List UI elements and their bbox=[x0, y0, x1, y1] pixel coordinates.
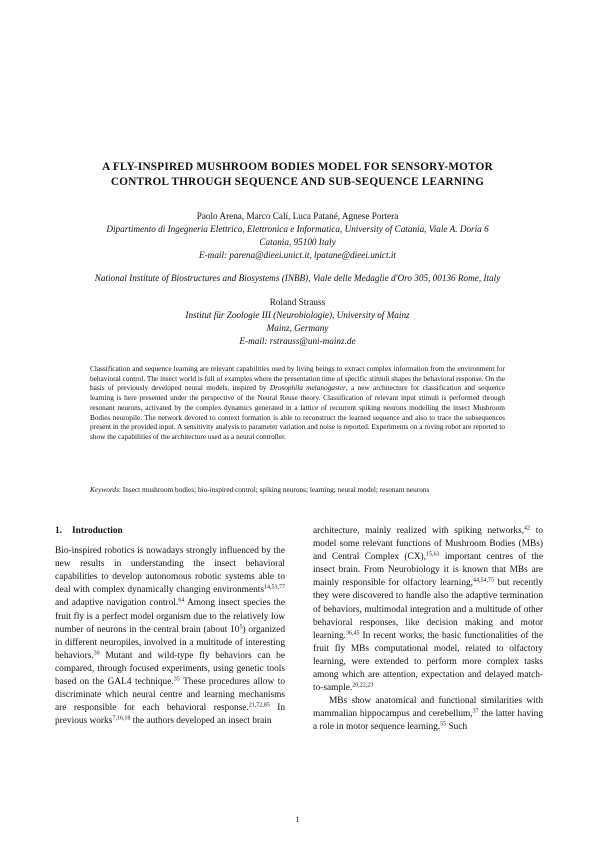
section-heading bbox=[55, 525, 285, 538]
text-run: These procedures allow to discriminate which neural centre and learning mechanisms are responsible for each behavioral response. bbox=[55, 677, 285, 714]
affiliation-3-email: E-mail: rstrauss@uni-mainz.de bbox=[239, 336, 356, 346]
citation: 36,45 bbox=[345, 630, 360, 637]
text-run: important centres of the insect brain. From Neurobiology it is known that MBs are mainly responsible for olfactory learning, bbox=[313, 552, 543, 589]
authors-1: Paolo Arena, Marco Calí, Luca Patané, Agnese Portera bbox=[196, 211, 399, 221]
author-block-1 bbox=[40, 210, 555, 262]
text-run: the latter having a role in motor sequence learning. bbox=[313, 709, 543, 733]
page-number: 1 bbox=[295, 815, 300, 824]
title-line-2: CONTROL THROUGH SEQUENCE AND SUB-SEQUENCE LEARNING bbox=[110, 176, 485, 188]
affiliation-3-line-2: Mainz, Germany bbox=[266, 323, 329, 333]
citation: 35 bbox=[173, 676, 180, 683]
section-title: Introduction bbox=[72, 526, 123, 536]
intro-paragraph-2 bbox=[313, 695, 543, 734]
author-block-2 bbox=[40, 296, 555, 348]
citation: 37 bbox=[472, 708, 479, 715]
affiliation-1-line-2: Catania, 95100 Italy bbox=[259, 237, 336, 247]
citation: 7,16,18 bbox=[112, 715, 131, 722]
paper-title bbox=[40, 160, 555, 190]
citation: 44,54,75 bbox=[473, 577, 494, 584]
authors-2: Roland Strauss bbox=[269, 297, 326, 307]
citation: 14,53,77 bbox=[264, 584, 285, 591]
citation: 64 bbox=[178, 597, 185, 604]
text-run: Bio-inspired robotics is nowadays strongly influenced by the new results in understanding the insect behavioral capabilities to develop autonomous robotic systems able to deal with complex dynamically changing environments bbox=[55, 546, 285, 596]
abstract bbox=[90, 364, 505, 442]
text-run: to model some relevant functions of Mushroom Bodies (MBs) and Central Complex (CX), bbox=[313, 526, 543, 563]
citation: 42 bbox=[524, 525, 531, 532]
citation: 15,63 bbox=[425, 551, 440, 558]
affiliation-3-line-1: Institut für Zoologie III (Neurobiologie), University of Mainz bbox=[185, 310, 410, 320]
affiliation-1-line-1: Dipartimento di Ingegneria Elettrica, Elettronica e Informatica, University of Catania, Viale A. Doria 6 bbox=[106, 224, 489, 234]
abstract-part-2: , a new architecture for classification and sequence learning is here presented under the perspective of the Neural Reuse theory. Classification of relevant input stimuli is performed through resonant neurons, activated by the complex dynamics generated in a lattice of recurrent spiking neurons modelling the insect Mushroom Bodies neuropile. The network devoted to context formation is able to reconstruct the learned sequence and also to trace the subsequences present in the provided input. A sensitivity analysis to parameter variation and noise is reported. Experiments on a roving robot are reported to show the capabilities of the architecture used as a neural controller. bbox=[90, 383, 506, 441]
text-run: Such bbox=[446, 722, 468, 733]
text-run: Mutant and wild-type fly behaviors can be compared, through focused experiments, using genetic tools based on the GAL4 technique. bbox=[55, 650, 285, 688]
citation: 20,22,23 bbox=[352, 682, 374, 689]
text-run: In previous works bbox=[55, 703, 285, 727]
citation: 55 bbox=[440, 721, 447, 728]
text-run: but recently they were discovered to handle also the adaptive termination of behaviors, multimodal integration and a multitude of other behavioral responses, like decision making and motor learning. bbox=[313, 578, 543, 641]
citation: 21,72,85 bbox=[248, 702, 270, 709]
right-column bbox=[313, 525, 543, 735]
text-run: Among insect species the fruit fly is a perfect model organism due to the relatively low number of neurons in the central brain (about 10 bbox=[55, 598, 285, 635]
text-run: the authors developed an insect brain bbox=[130, 716, 272, 727]
title-line-1: A FLY-INSPIRED MUSHROOM BODIES MODEL FOR SENSORY-MOTOR bbox=[102, 161, 493, 173]
text-run: ) organized in different neuropiles, involved in a multitude of interesting behaviors. bbox=[55, 624, 286, 661]
keywords-text: : Insect mushroom bodies; bio-inspired control; spiking neurons; learning; neural model; resonant neurons bbox=[118, 485, 430, 494]
affiliation-2 bbox=[40, 272, 555, 285]
intro-paragraph-1-cont bbox=[313, 525, 543, 695]
keywords-label: Keywords bbox=[90, 485, 119, 494]
text-run: architecture, mainly realized with spiking networks, bbox=[313, 526, 525, 536]
section-number: 1. bbox=[55, 526, 63, 536]
text-run: MBs show anatomical and functional similarities with mammalian hippocampus and cerebellum, bbox=[313, 696, 543, 720]
affiliation-2-text: National Institute of Biostructures and Biosystems (INBB), Viale delle Medaglie d'Oro 305, 00136 Rome, Italy bbox=[94, 273, 501, 283]
abstract-species: Drosophila melanogaster bbox=[269, 383, 346, 393]
intro-paragraph-1 bbox=[55, 545, 285, 728]
exponent: 5 bbox=[239, 624, 243, 631]
abstract-part-1: Classification and sequence learning are relevant capabilities used by living beings to extract complex information from the environment for behavioral control. The insect world is full of examples where the presentation time of specific stimuli shapes the behavioral response. On the basis of previously developed neural models, inspired by bbox=[90, 364, 505, 393]
text-run: and adaptive navigation control. bbox=[55, 598, 179, 609]
citation: 30 bbox=[93, 650, 100, 657]
text-run: In recent works, the basic functionalities of the fruit fly MBs computational model, related to olfactory learning, were extended to perform more complex tasks among which are attention, expectation and delayed match-to-sample. bbox=[313, 630, 543, 694]
keywords bbox=[90, 485, 520, 495]
affiliation-1-email: E-mail: parena@dieei.unict.it, lpatane@dieei.unict.it bbox=[199, 250, 396, 260]
left-column bbox=[55, 525, 285, 728]
